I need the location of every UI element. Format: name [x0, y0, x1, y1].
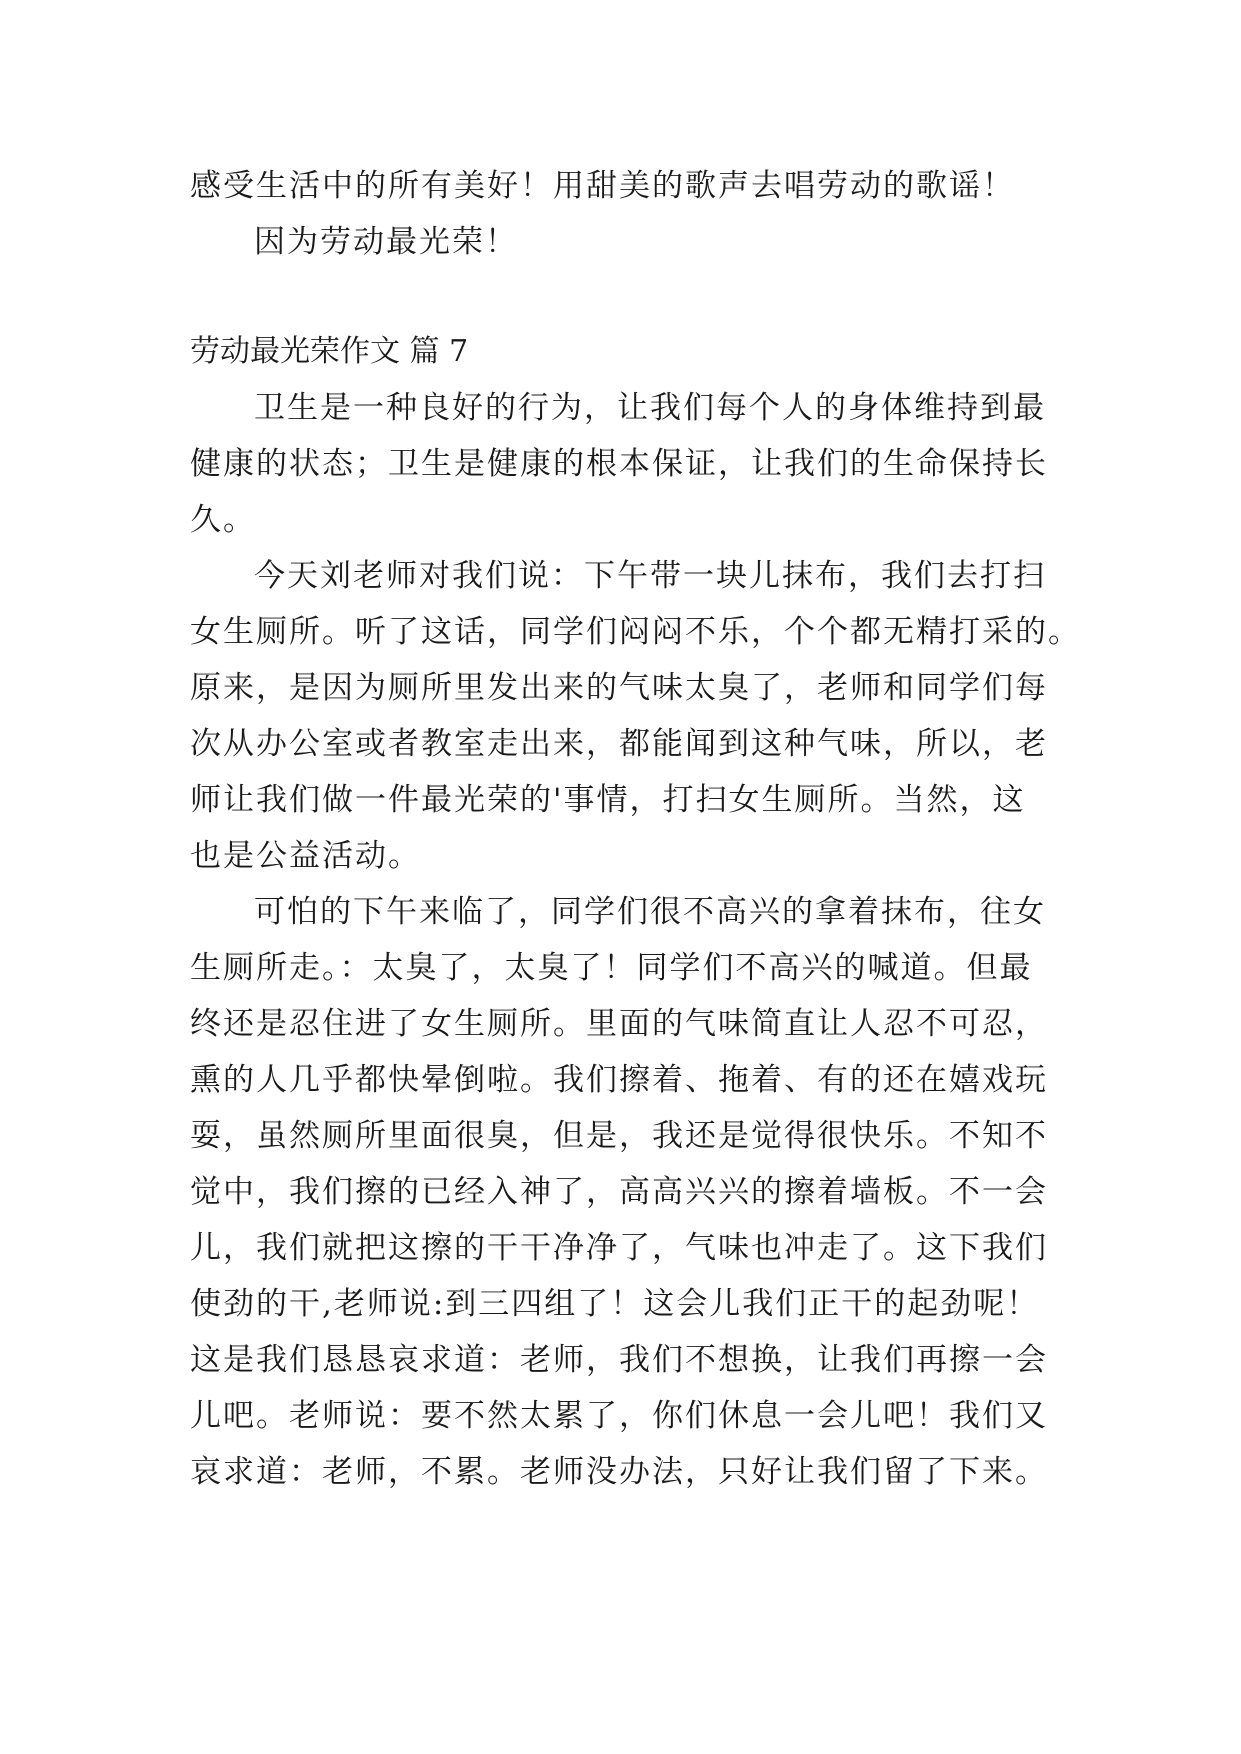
text-line: 熏的人几乎都快晕倒啦。我们擦着、拖着、有的还在嬉戏玩: [190, 1062, 1048, 1098]
text-line: 这是我们恳恳哀求道：老师，我们不想换，让我们再擦一会: [190, 1342, 1048, 1378]
document-page: [190, 158, 1081, 1500]
text-line: 原来，是因为厕所里发出来的气味太臭了，老师和同学们每: [190, 670, 1048, 706]
text-line: 可怕的下午来临了，同学们很不高兴的拿着抹布，往女: [254, 894, 1046, 930]
text-line: 女生厕所。听了这话，同学们闷闷不乐，个个都无精打采的。: [190, 614, 1081, 650]
text-line: 儿吧。老师说：要不然太累了，你们休息一会儿吧！我们又: [190, 1398, 1048, 1434]
text-line: 生厕所走。：太臭了，太臭了！同学们不高兴的喊道。但最: [190, 950, 1033, 986]
text-line: 终还是忍住进了女生厕所。里面的气味简直让人忍不可忍，: [190, 1006, 1048, 1042]
text-line: 久。: [190, 502, 256, 538]
text-line: 感受生活中的所有美好！用甜美的歌声去唱劳动的歌谣！: [190, 168, 1015, 204]
paragraph: [190, 548, 1081, 884]
text-line: 觉中，我们擦的已经入神了，高高兴兴的擦着墙板。不一会: [190, 1174, 1048, 1210]
paragraph: [190, 380, 1070, 548]
text-line: 健康的状态；卫生是健康的根本保证，让我们的生命保持长: [190, 446, 1048, 482]
text-line: 使劲的干,老师说:到三四组了！这会儿我们正干的起劲呢！: [190, 1286, 1040, 1322]
text-line: 也是公益活动。: [190, 838, 421, 874]
text-line: 次从办公室或者教室走出来，都能闻到这种气味，所以，老: [190, 726, 1048, 762]
text-line: 儿，我们就把这擦的干干净净了，气味也冲走了。这下我们: [190, 1230, 1048, 1266]
text-line: 耍，虽然厕所里面很臭，但是，我还是觉得很快乐。不知不: [190, 1118, 1048, 1154]
paragraph: [190, 884, 1070, 1500]
section-heading: 劳动最光荣作文 篇 7: [190, 334, 469, 369]
text-line: 师让我们做一件最光荣的'事情，打扫女生厕所。当然，这: [190, 782, 1026, 818]
text-line: 因为劳动最光荣！: [254, 224, 518, 260]
text-line: 卫生是一种良好的行为，让我们每个人的身体维持到最: [254, 390, 1046, 426]
text-line: 今天刘老师对我们说：下午带一块儿抹布，我们去打扫: [254, 558, 1046, 594]
text-line: 哀求道：老师，不累。老师没办法，只好让我们留了下来。: [190, 1454, 1048, 1490]
